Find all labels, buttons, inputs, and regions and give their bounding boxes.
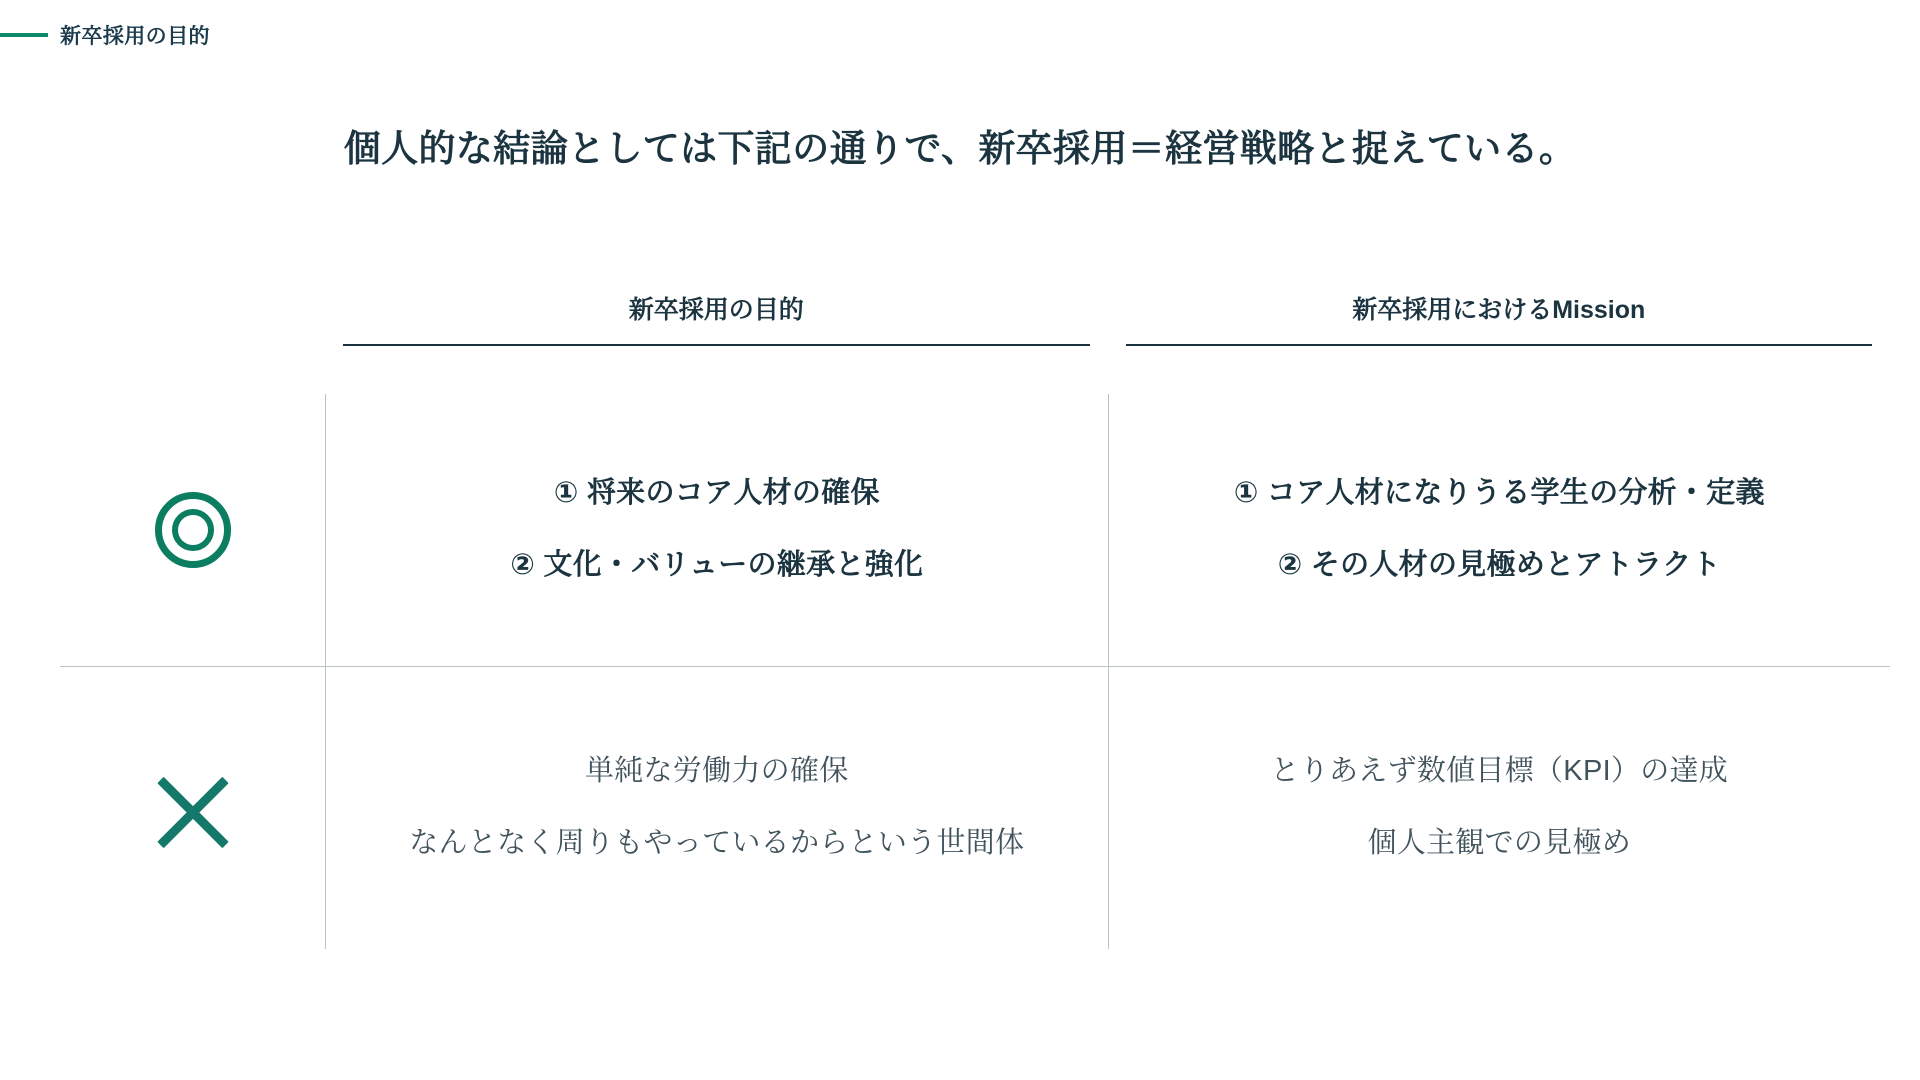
list-item: 単純な労働力の確保 [584,755,849,788]
cell-mission-positive [1108,394,1891,666]
eyebrow-label: 新卒採用の目的 [60,25,210,48]
matrix-body [60,394,1890,949]
list-item: ① 将来のコア人材の確保 [553,477,880,510]
matrix-header-row [60,290,1890,346]
row-mark-positive [60,394,325,666]
matrix-header-spacer [60,290,325,346]
cell-purpose-negative [325,667,1108,949]
slide-eyebrow [0,20,210,50]
list-item: ② 文化・バリューの継承と強化 [510,549,924,581]
matrix-row-positive [60,394,1890,666]
cell-purpose-positive [325,394,1108,666]
column-header-mission-underline [1126,344,1873,346]
list-item: なんとなく周りもやっているからという世間体 [409,827,1025,859]
cell-mission-negative [1108,667,1891,949]
list-item: ① コア人材になりうる学生の分析・定義 [1233,477,1765,510]
column-header-purpose-underline [343,344,1090,346]
column-header-purpose [325,290,1108,346]
column-header-mission-label: 新卒採用におけるMission [1352,296,1646,324]
double-circle-icon [155,492,231,568]
column-header-mission [1108,290,1891,346]
matrix-row-negative [60,667,1890,949]
list-item: ② その人材の見極めとアトラクト [1277,549,1721,581]
eyebrow-rule-icon [0,33,48,37]
comparison-matrix [60,290,1890,949]
page-title: 個人的な結論としては下記の通りで、新卒採用＝経営戦略と捉えている。 [343,128,1577,169]
list-item: 個人主観での見極め [1367,827,1632,859]
row-mark-negative [60,667,325,949]
cross-icon [149,764,237,852]
column-header-purpose-label: 新卒採用の目的 [628,296,804,324]
list-item: とりあえず数値目標（KPI）の達成 [1270,755,1729,788]
